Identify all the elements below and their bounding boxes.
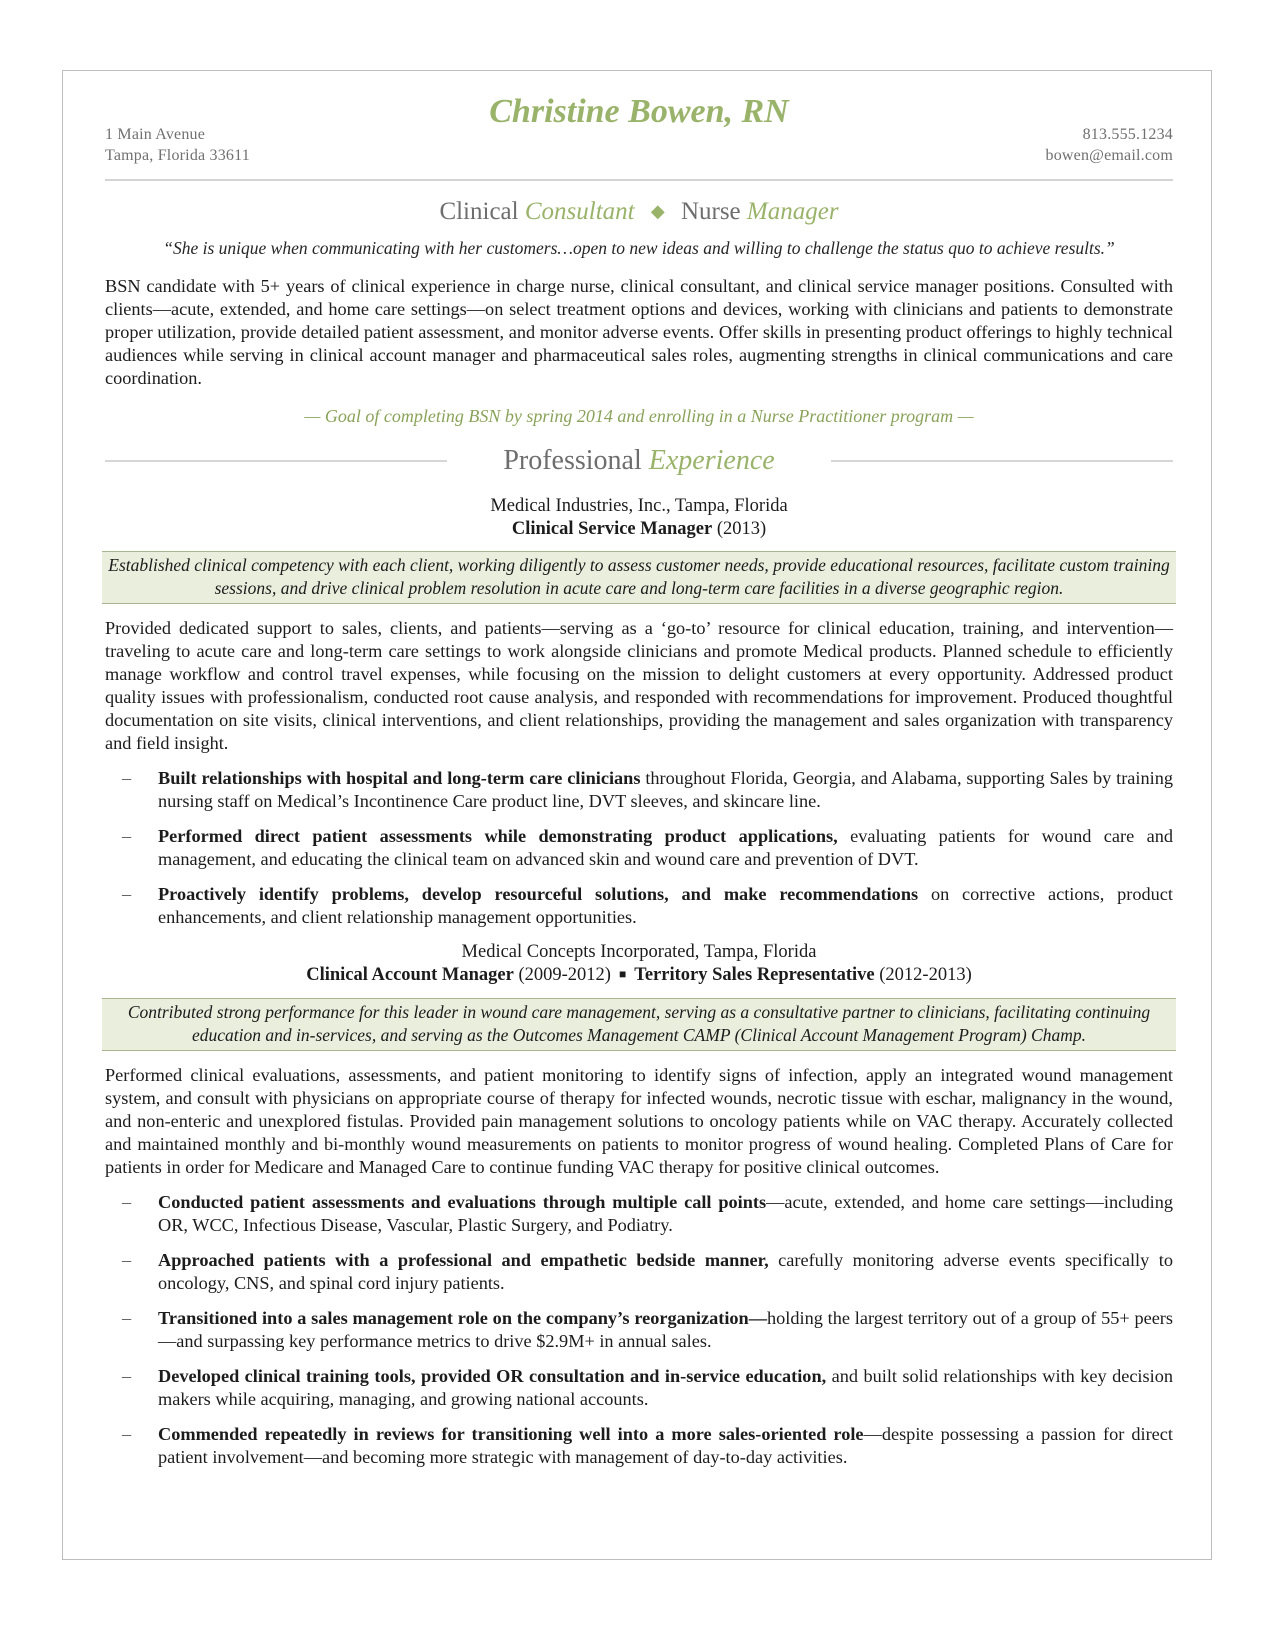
achievement-text: on corrective actions, product enhancements, and client relationship management opportunities. — [158, 884, 1173, 927]
job-2-role — [105, 964, 1173, 988]
headline-nurse: Nurse — [680, 198, 741, 225]
list-item — [105, 1423, 1173, 1469]
header-divider — [105, 179, 1173, 181]
job-2-employer: Medical Concepts Incorporated, Tampa, Florida — [461, 942, 817, 962]
address-block — [105, 124, 250, 166]
headline-clinical: Clinical — [439, 198, 519, 225]
address-line-2: Tampa, Florida 33611 — [105, 147, 250, 164]
achievement-bold: Approached patients with a professional and empathetic bedside manner, — [158, 1250, 769, 1270]
job-1-description: Provided dedicated support to sales, clients, and patients—serving as a ‘go-to’ resource for clinical education, training, and intervention—traveling to acute care and long-term care settings to work alongside clinicians and promote Medical products. Planned schedule to efficiently manage workflow and control travel expenses, while focusing on the mission to delight customers at every opportunity. Addressed product quality issues with professionalism, conducted root cause analysis, and responded with recommendations for improvement. Produced thoughtful documentation on site visits, clinical interventions, and client relationships, providing the management and sales organization with transparency and field insight. — [105, 618, 1173, 753]
job-2-title-1: Clinical Account Manager — [306, 965, 514, 985]
job-1-achievements — [105, 767, 1173, 929]
dash-icon: – — [122, 768, 132, 788]
diamond-icon: ◆ — [650, 201, 665, 221]
candidate-name: Christine Bowen, RN — [489, 93, 789, 130]
achievement-bold: Built relationships with hospital and long-term care clinicians — [158, 768, 641, 788]
list-item — [105, 825, 1173, 871]
section-title — [447, 444, 830, 478]
job-2-dates-1: (2009-2012) — [513, 965, 611, 985]
address-line-1: 1 Main Avenue — [105, 126, 206, 143]
achievement-bold: Commended repeatedly in reviews for transitioning well into a more sales-oriented role — [158, 1424, 864, 1444]
dash-icon: – — [122, 826, 132, 846]
job-1-title: Clinical Service Manager — [511, 519, 713, 539]
job-1-role — [105, 518, 1173, 541]
list-item — [105, 767, 1173, 813]
dash-icon: – — [122, 1308, 132, 1328]
job-2-overview-band: Contributed strong performance for this leader in wound care management, serving as a consultative partner to clinicians, facilitating continuing education and in-services, and serving as the Outcomes Management CAMP (Clinical Account Management Program) Champ. — [102, 998, 1176, 1051]
achievement-bold: Transitioned into a sales management role on the company’s reorganization— — [158, 1308, 768, 1328]
achievement-bold: Proactively identify problems, develop resourceful solutions, and make recommendations — [158, 884, 919, 904]
list-item — [105, 1307, 1173, 1353]
dash-icon: – — [122, 1366, 132, 1386]
job-2-achievements — [105, 1191, 1173, 1469]
job-1-dates: (2013) — [712, 519, 767, 539]
dash-icon: – — [122, 1424, 132, 1444]
summary-paragraph: BSN candidate with 5+ years of clinical experience in charge nurse, clinical consultant, and clinical service manager positions. Consulted with clients—acute, extended, and home care settings—on select treatment options and devices, working with clinicians and patients to demonstrate proper utilization, provide detailed patient assessment, and monitor adverse events. Offer skills in presenting product offerings to highly technical audiences while serving in clinical account manager and pharmaceutical sales roles, augmenting strengths in clinical communications and care coordination. — [105, 276, 1173, 388]
dash-icon: – — [122, 1250, 132, 1270]
dash-icon: – — [122, 1192, 132, 1212]
achievement-text: carefully monitoring adverse events specifically to oncology, CNS, and spinal cord injury patients. — [158, 1250, 1173, 1293]
list-item — [105, 1191, 1173, 1237]
job-1-overview-band: Established clinical competency with each client, working diligently to assess customer needs, provide educational resources, facilitate custom training sessions, and drive clinical problem resolution in acute care and long-term care facilities in a diverse geographic region. — [102, 551, 1176, 604]
achievement-bold: Conducted patient assessments and evaluations through multiple call points — [158, 1192, 767, 1212]
list-item — [105, 1249, 1173, 1295]
phone-number: 813.555.1234 — [1082, 126, 1173, 143]
achievement-text: and built solid relationships with key decision makers while acquiring, managing, and growing national accounts. — [158, 1366, 1173, 1409]
achievement-text: throughout Florida, Georgia, and Alabama, supporting Sales by training nursing staff on Medical’s Incontinence Care product line, DVT sleeves, and skincare line. — [158, 768, 1173, 811]
section-title-plain: Professional — [503, 445, 642, 476]
list-item — [105, 1365, 1173, 1411]
resume-content — [105, 92, 1173, 1481]
section-rule-left — [105, 460, 447, 462]
achievement-text: evaluating patients for wound care and management, and educating the clinical team on advanced skin and wound care and prevention of DVT. — [158, 826, 1173, 869]
achievement-bold: Developed clinical training tools, provided OR consultation and in-service education, — [158, 1366, 827, 1386]
headline-manager: Manager — [746, 198, 839, 225]
headline-consultant: Consultant — [524, 198, 635, 225]
dash-icon: – — [122, 884, 132, 904]
section-heading-experience — [105, 443, 1173, 479]
goal-statement: — Goal of completing BSN by spring 2014 and enrolling in a Nurse Practitioner program — — [304, 406, 974, 426]
email-address: bowen@email.com — [1045, 147, 1173, 164]
achievement-text: holding the largest territory out of a group of 55+ peers—and surpassing key performance metrics to drive $2.9M+ in annual sales. — [158, 1308, 1174, 1351]
phone-email-block — [1046, 124, 1173, 166]
job-2-dates-2: (2012-2013) — [874, 965, 972, 985]
job-2-description: Performed clinical evaluations, assessments, and patient monitoring to identify signs of infection, apply an integrated wound management system, and consult with physicians on appropriate course of therapy for infected wounds, necrotic tissue with eschar, malignancy in the wound, and non-enteric and unexplored fistulas. Provided pain management solutions to oncology patients while on VAC therapy. Accurately collected and maintained monthly and bi-monthly wound measurements on patients to monitor progress of wound healing. Completed Plans of Care for patients in order for Medicare and Managed Care to continue funding VAC therapy for positive clinical outcomes. — [105, 1065, 1173, 1177]
job-1-employer: Medical Industries, Inc., Tampa, Florida — [490, 496, 788, 516]
square-bullet-icon: ■ — [618, 967, 627, 981]
list-item — [105, 883, 1173, 929]
job-2-title-2: Territory Sales Representative — [634, 965, 875, 985]
section-rule-right — [831, 460, 1173, 462]
achievement-text: —acute, extended, and home care settings—including OR, WCC, Infectious Disease, Vascular, Plastic Surgery, and Podiatry. — [158, 1192, 1173, 1235]
achievement-text: —despite possessing a passion for direct patient involvement—and becoming more strategic with management of day-to-day activities. — [158, 1424, 1173, 1467]
professional-headline — [105, 197, 1173, 228]
testimonial-quote: “She is unique when communicating with her customers…open to new ideas and willing to challenge the status quo to achieve results.” — [163, 238, 1115, 258]
achievement-bold: Performed direct patient assessments while demonstrating product applications, — [158, 826, 838, 846]
section-title-accent: Experience — [648, 445, 775, 476]
